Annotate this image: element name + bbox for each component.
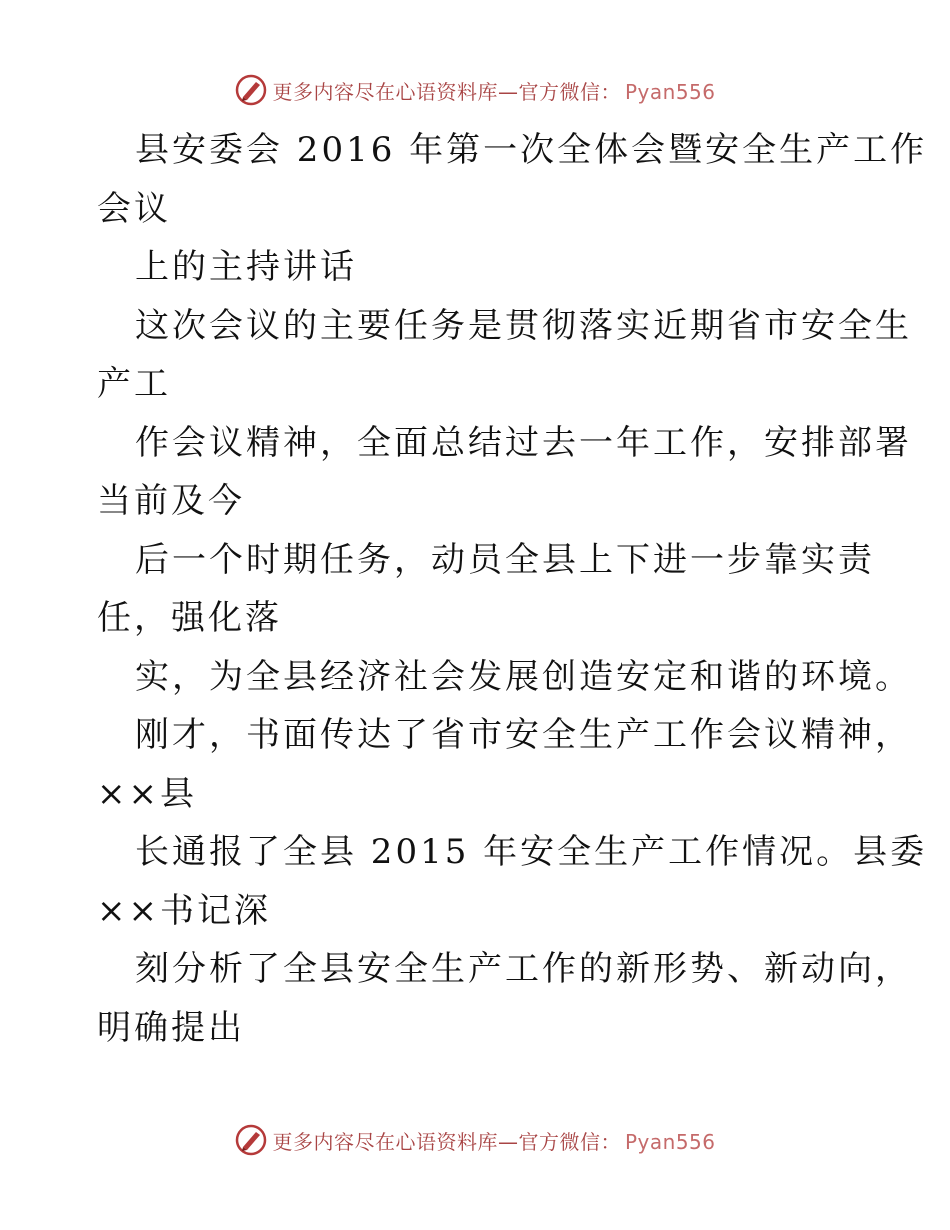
footer-watermark-label: 更多内容尽在心语资料库—官方微信： [272,1129,621,1154]
document-line: 后一个时期任务，动员全县上下进一步靠实责 [135,539,875,580]
document-line: 当前及今 [97,481,245,521]
document-line: 会议 [97,188,171,229]
footer-wechat-id: Pyan556 [624,1129,716,1154]
header-watermark-text [272,76,715,105]
header-watermark-banner [0,70,950,110]
footer-watermark-banner [0,1120,950,1160]
pen-logo-icon [234,1123,268,1157]
document-line: 实，为全县经济社会发展创造安定和谐的环境。 [135,656,912,697]
document-line: 长通报了全县 2015 年安全生产工作情况。县委 [135,832,928,872]
document-line: 刻分析了全县安全生产工作的新形势、新动向， [135,949,912,989]
document-line: 产工 [97,364,171,404]
document-line: 明确提出 [97,1007,245,1048]
document-line: 这次会议的主要任务是贯彻落实近期省市安全生 [135,305,912,346]
document-line: 刚才，书面传达了省市安全生产工作会议精神， [135,715,912,755]
header-watermark-label: 更多内容尽在心语资料库—官方微信： [272,79,621,104]
document-line: 上的主持讲话 [135,247,357,287]
document-line: ××县 [97,773,197,814]
header-wechat-id: Pyan556 [624,79,716,104]
document-line: 任，强化落 [97,598,282,638]
footer-watermark-text [272,1126,715,1155]
pen-logo-icon [234,73,268,107]
document-line: 作会议精神，全面总结过去一年工作，安排部署 [135,422,912,463]
document-line: 县安委会 2016 年第一次全体会暨安全生产工作 [135,130,928,170]
document-line: ××书记深 [97,890,271,931]
document-body [97,121,928,1057]
